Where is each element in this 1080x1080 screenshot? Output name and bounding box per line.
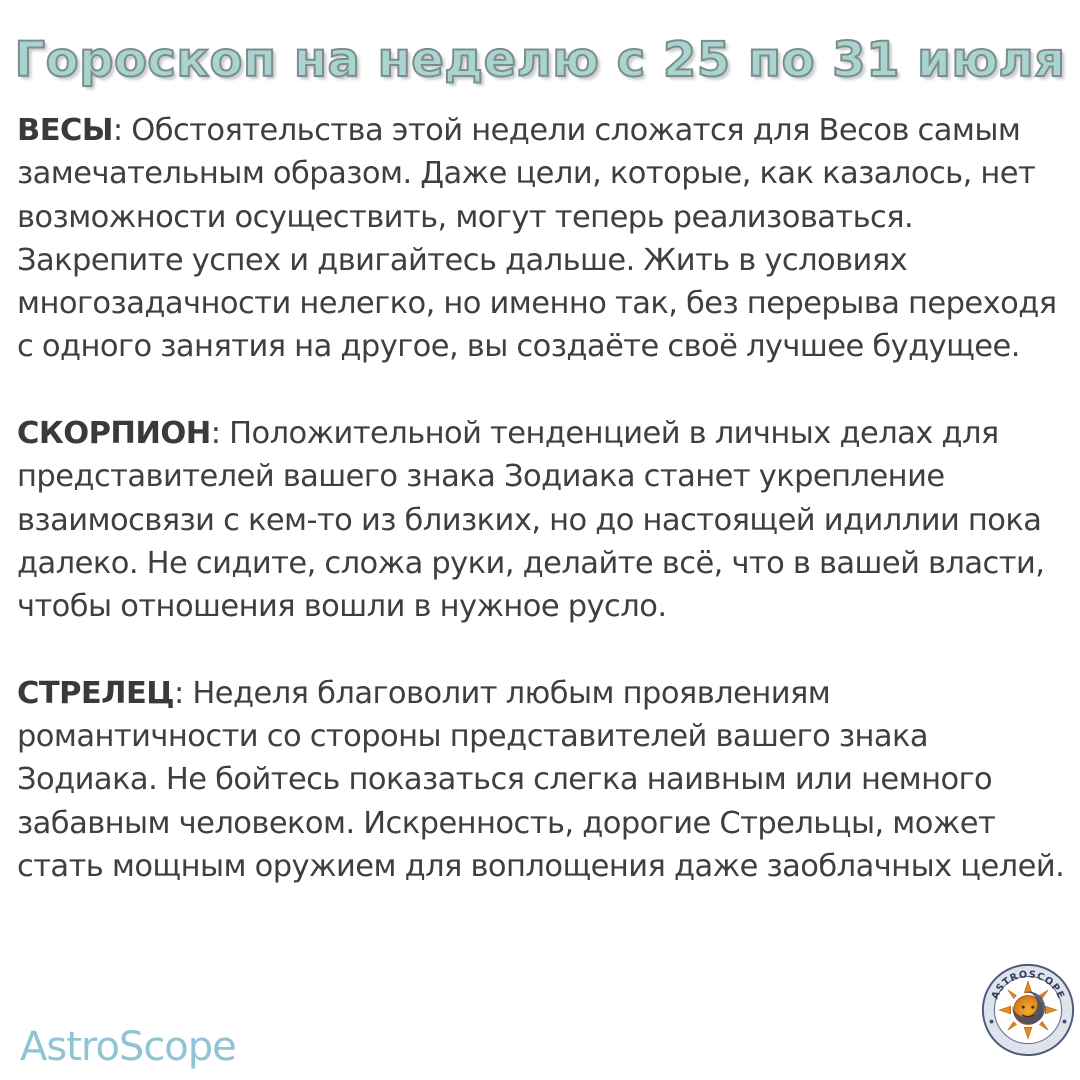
brand-watermark: AstroScope [20,1024,236,1070]
sign-forecast: Обстоятельства этой недели сложатся для Весов самым замечательным образом. Даже цели, которые, как казалось, нет возможности осуществить, могут теперь реализоваться. Закрепите успех и двигайтесь дальше. Жить в условиях многозадачности нелегко, но именно так, без перерыва переходя с одного занятия на другое, вы создаёте своё лучшее будущее. [17,113,1057,365]
sign-name: СКОРПИОН [17,416,211,452]
logo-text: ASTROSCOPE [989,969,1067,1002]
page-title: Гороскоп на неделю с 25 по 31 июля [14,32,1066,88]
sign-forecast: Положительной тенденцией в личных делах для представителей вашего знака Зодиака станет укрепление взаимосвязи с кем-то из близких, но до настоящей идиллии пока далеко. Не сидите, сложа руки, делайте всё, что в вашей власти, чтобы отношения вошли в нужное русло. [17,416,1045,625]
sign-entry-scorpio [17,412,1067,628]
horoscope-text [17,109,1067,888]
sign-separator: : [112,113,132,148]
sign-entry-libra [17,109,1067,369]
sign-separator: : [210,416,230,452]
astroscope-logo-icon [980,962,1076,1058]
sign-forecast: Неделя благоволит любым проявлениям романтичности со стороны представителей вашего знака Зодиака. Не бойтесь показаться слегка наивным или немного забавным человеком. Искренность, дорогие Стрельцы, может стать мощным оружием для воплощения даже заоблачных целей. [17,675,1065,885]
sign-separator: : [174,675,193,711]
sign-name: СТРЕЛЕЦ [17,675,174,711]
sign-name: ВЕСЫ [17,113,113,148]
sign-entry-sagittarius [17,672,1067,888]
